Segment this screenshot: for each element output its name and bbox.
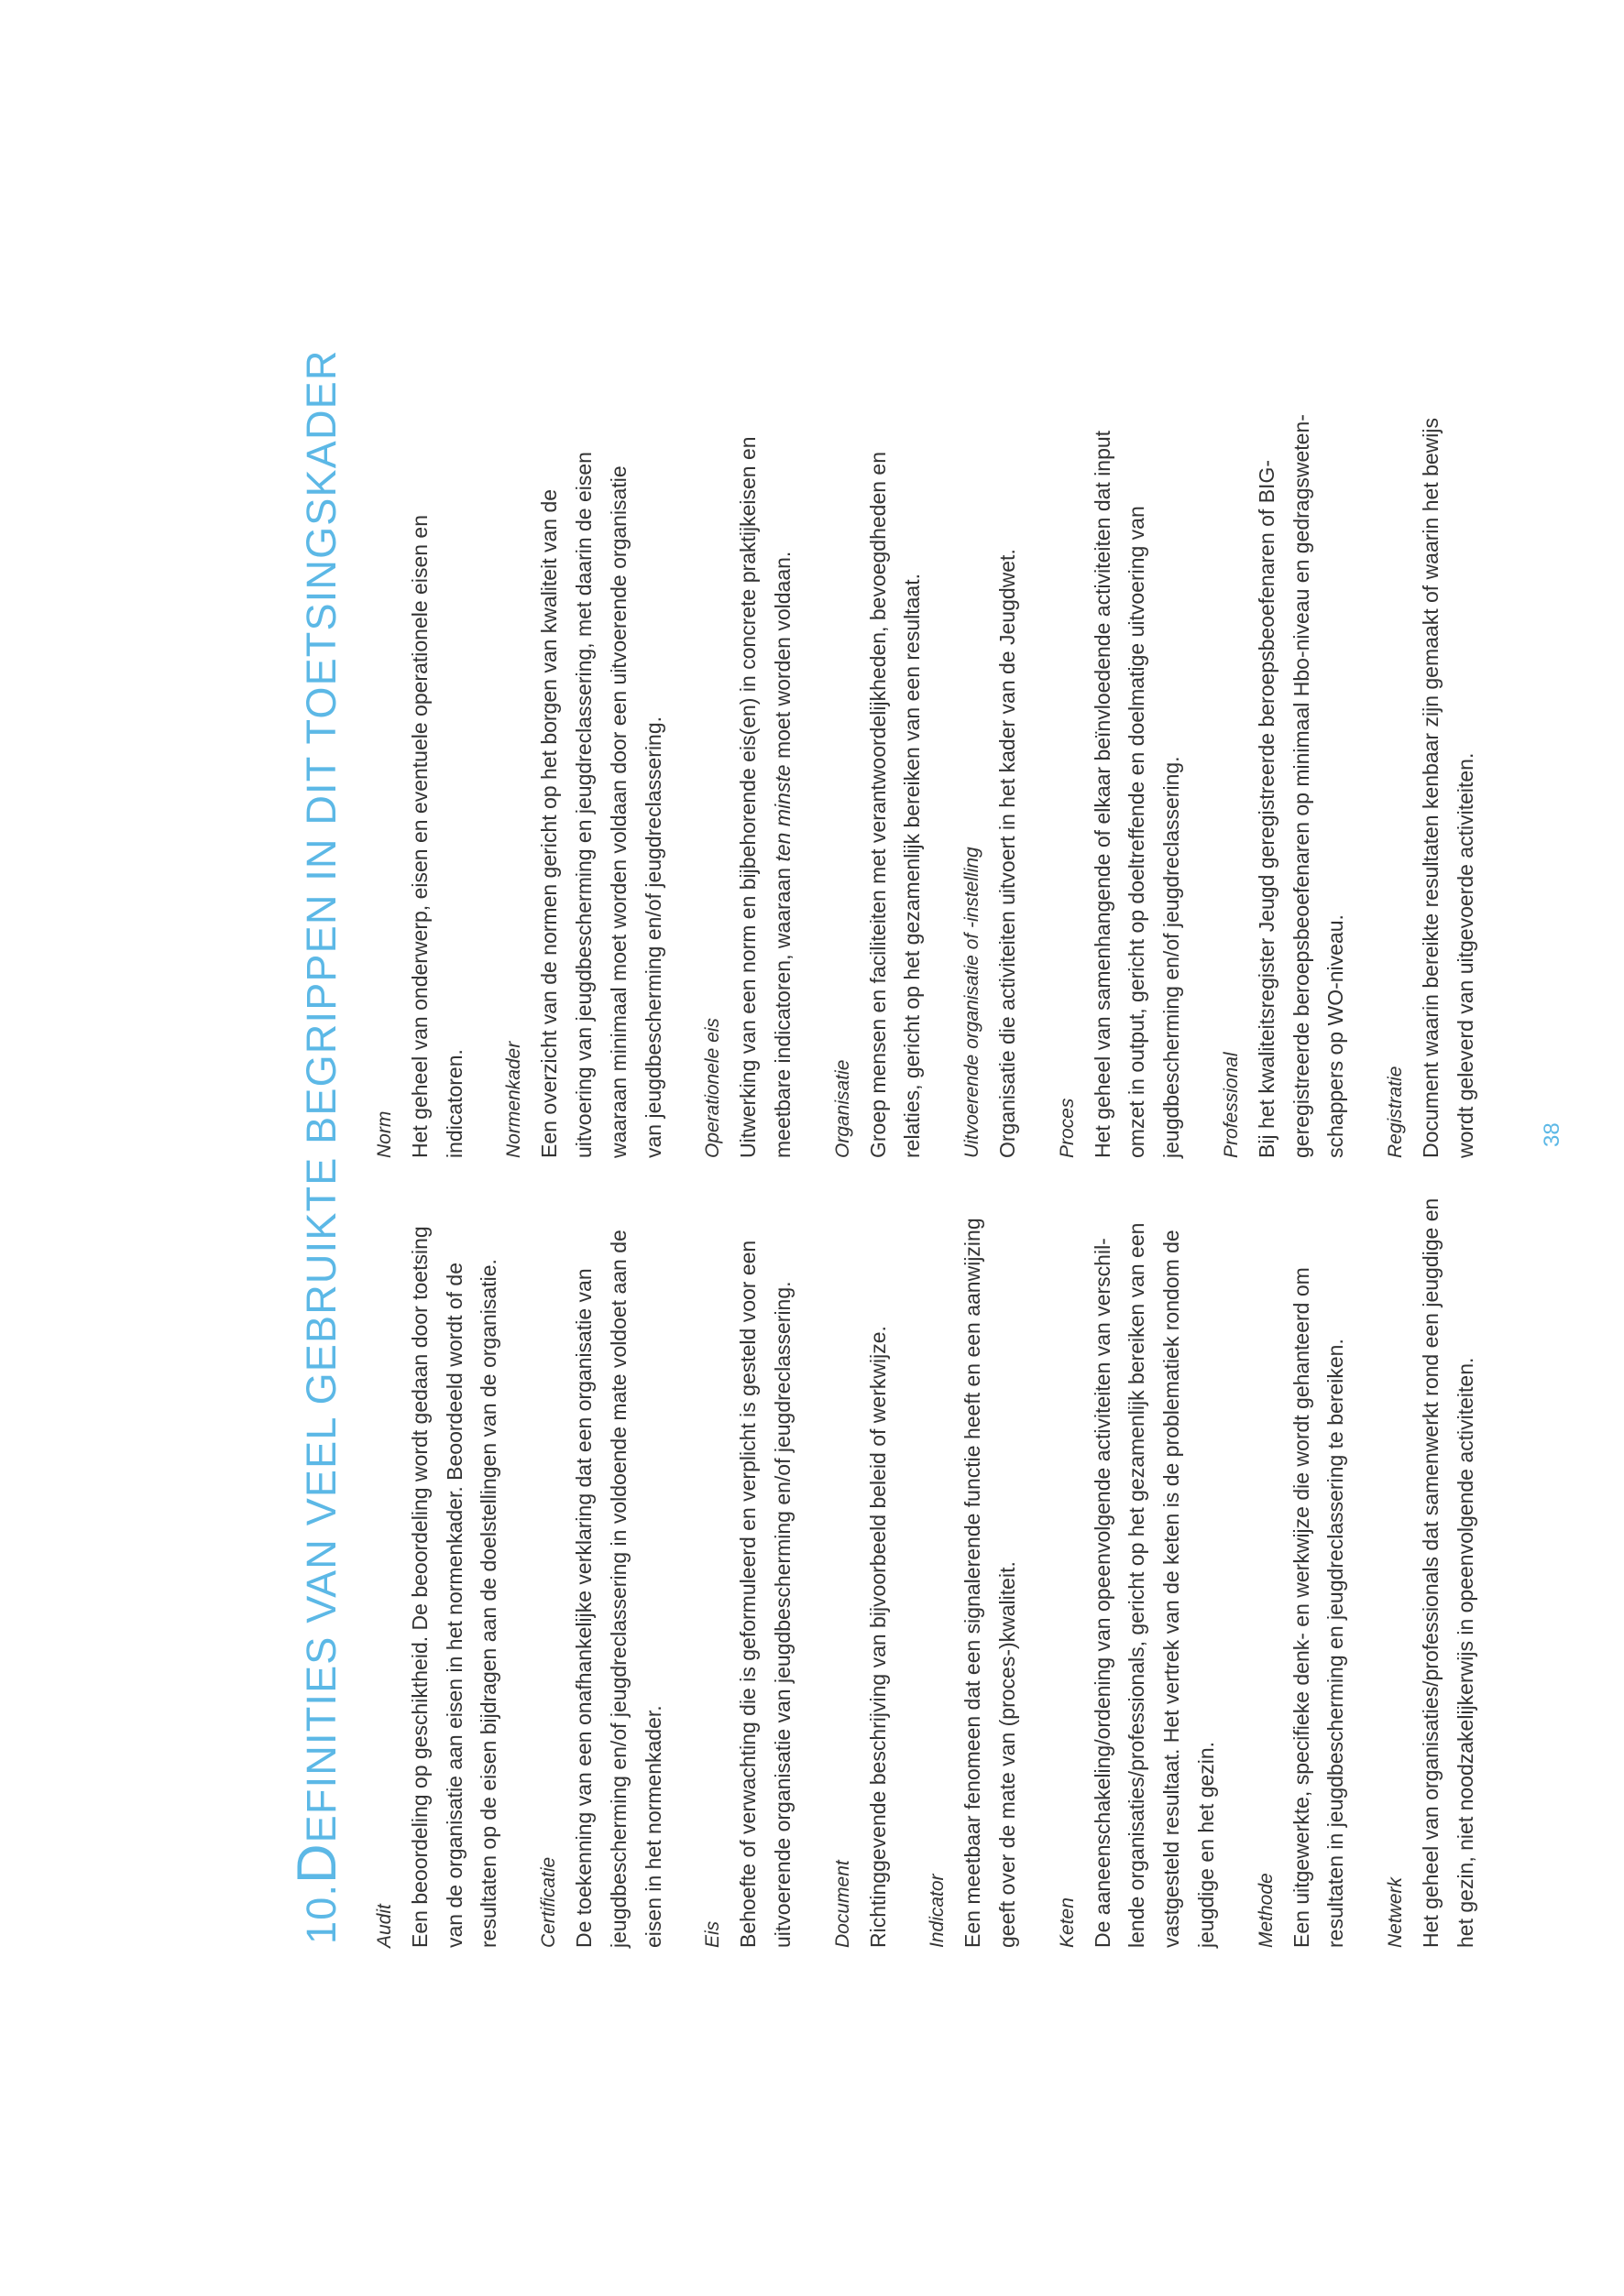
- definition-term: Document: [831, 1860, 853, 1948]
- definitions-column-left: [367, 1142, 1507, 1948]
- definition-entry: [1213, 352, 1354, 1158]
- definition-line: Het geheel van organisaties/professionals dat samenwerkt rond een jeugdige en: [1418, 1197, 1443, 1948]
- page-title: [286, 349, 349, 1944]
- definition-entry: [695, 1142, 800, 1948]
- text-segment: moet worden voldaan.: [770, 551, 795, 765]
- definition-term: Audit: [374, 1904, 395, 1948]
- definition-line: schappers op WO-niveau.: [1323, 914, 1348, 1158]
- page-number: 38: [1540, 1122, 1564, 1147]
- definition-line: [766, 352, 801, 1158]
- definition-term: Organisatie: [831, 1059, 853, 1158]
- definition-line: Uitwerking van een norm en bijbehorende eis(en) in concrete praktijkeisen en: [736, 436, 761, 1158]
- text-segment: meetbare indicatoren, waaraan: [770, 861, 795, 1158]
- definition-term: Methode: [1255, 1873, 1277, 1948]
- definition-line: waaraan minimaal moet worden voldaan door een uitvoerende organisatie: [606, 465, 631, 1158]
- definition-line: wordt geleverd van uitgevoerde activiteiten.: [1453, 752, 1477, 1158]
- title-text: EFINITIES VAN VEEL GEBRUIKTE BEGRIPPEN IN DIT TOETSINGSKADER: [298, 349, 345, 1843]
- definition-line: uitvoering van jeugdbescherming en jeugdreclassering, met daarin de eisen: [572, 452, 597, 1158]
- definition-line: jeugdbescherming en/of jeugdreclassering.: [1159, 756, 1184, 1158]
- definition-entry: [695, 352, 800, 1158]
- definition-line: Een overzicht van de normen gericht op het borgen van kwaliteit van de: [537, 488, 562, 1158]
- definition-line: geeft over de mate van (proces-)kwaliteit.: [995, 1561, 1020, 1948]
- definition-line: Een beoordeling op geschiktheid. De beoordeling wordt gedaan door toetsing: [408, 1226, 432, 1948]
- definition-term: Uitvoerende organisatie of -instelling: [961, 847, 983, 1158]
- definition-term: Certificatie: [538, 1856, 560, 1948]
- definition-line: Groep mensen en faciliteiten met verantwoordelijkheden, bevoegdheden en: [865, 451, 890, 1158]
- definitions-column-right: [367, 352, 1507, 1158]
- definition-line: lende organisaties/professionals, gericht op het gezamenlijk bereiken van een: [1125, 1222, 1149, 1948]
- definition-entry: [1049, 352, 1190, 1158]
- definition-entry: [496, 352, 671, 1158]
- definition-entry: [1248, 1142, 1354, 1948]
- definition-term: Registratie: [1384, 1066, 1406, 1158]
- definition-line: De aaneenschakeling/ordening van opeenvolgende activiteiten van verschil-: [1090, 1238, 1114, 1948]
- definition-term: Keten: [1056, 1897, 1078, 1948]
- definition-term: Indicator: [927, 1874, 949, 1948]
- definition-line: vastgesteld resultaat. Het vertrek van de keten is de problematiek rondom de: [1159, 1230, 1184, 1948]
- definition-term: Norm: [374, 1110, 395, 1158]
- definition-entry: [1377, 1142, 1483, 1948]
- definition-entry: [1049, 1142, 1224, 1948]
- definition-line: indicatoren.: [442, 1049, 466, 1158]
- definition-entry: [825, 352, 930, 1158]
- definition-line: relaties, gericht op het gezamenlijk bereiken van een resultaat.: [900, 574, 925, 1158]
- definition-entry: [954, 352, 1026, 1158]
- definition-entry: [919, 1142, 1025, 1948]
- definition-term: Proces: [1056, 1098, 1078, 1158]
- definition-entry: [531, 1142, 671, 1948]
- definition-line: Behoefte of verwachting die is geformuleerd en verplicht is gesteld voor een: [736, 1240, 761, 1948]
- definition-line: Richtinggevende beschrijving van bijvoorbeeld beleid of werkwijze.: [865, 1326, 890, 1948]
- emphasis-text: ten minste: [770, 764, 795, 862]
- definition-term: Operationele eis: [702, 1018, 724, 1158]
- definition-line: van jeugdbescherming en/of jeugdreclassering.: [641, 716, 665, 1158]
- definition-line: jeugdige en het gezin.: [1193, 1741, 1218, 1948]
- definition-line: eisen in het normenkader.: [641, 1705, 665, 1948]
- definition-term: Netwerk: [1384, 1876, 1406, 1948]
- definition-line: Het geheel van samenhangende of elkaar beïnvloedende activiteiten dat input: [1090, 430, 1114, 1158]
- definition-line: resultaten op de eisen bijdragen aan de doelstellingen van de organisatie.: [477, 1259, 501, 1948]
- definition-line: Document waarin bereikte resultaten kenbaar zijn gemaakt of waarin het bewijs: [1418, 418, 1443, 1158]
- definition-term: Eis: [702, 1920, 724, 1948]
- definition-entry: [825, 1142, 896, 1948]
- definition-line: Een meetbaar fenomeen dat een signalerende functie heeft en een aanwijzing: [960, 1218, 985, 1948]
- definition-entry: [367, 1142, 507, 1948]
- definition-line: omzet in output, gericht op doeltreffende en doelmatige uitvoering van: [1125, 506, 1149, 1158]
- definition-line: resultaten in jeugdbescherming en jeugdreclassering te bereiken.: [1323, 1339, 1348, 1948]
- definition-line: Organisatie die activiteiten uitvoert in het kader van de Jeugdwet.: [995, 549, 1020, 1158]
- definition-line: geregistreerde beroepsbeoefenaren op minimaal Hbo-niveau en gedragsweten-: [1289, 414, 1313, 1158]
- definition-line: Het geheel van onderwerp, eisen en eventuele operationele eisen en: [408, 514, 432, 1158]
- definition-line: uitvoerende organisatie van jeugdbescherming en/of jeugdreclassering.: [770, 1281, 795, 1948]
- definition-term: Normenkader: [503, 1041, 525, 1158]
- definition-line: Bij het kwaliteitsregister Jeugd geregistreerde beroepsbeoefenaren of BIG-: [1254, 460, 1278, 1158]
- definition-line: het gezin, niet noodzakelijkerwijs in opeenvolgende activiteiten.: [1453, 1357, 1477, 1948]
- title-initial: D: [286, 1842, 347, 1884]
- definition-line: jeugdbescherming en/of jeugdreclassering in voldoende mate voldoet aan de: [606, 1230, 631, 1948]
- definition-line: De toekenning van een onafhankelijke verklaring dat een organisatie van: [572, 1268, 597, 1948]
- definition-line: van de organisatie aan eisen in het normenkader. Beoordeeld wordt of de: [442, 1262, 466, 1948]
- chapter-number: 10.: [298, 1883, 345, 1944]
- definition-term: Professional: [1220, 1052, 1242, 1158]
- definition-entry: [1377, 352, 1483, 1158]
- definition-entry: [367, 352, 472, 1158]
- definition-line: Een uitgewerkte, specifieke denk- en werkwijze die wordt gehanteerd om: [1289, 1267, 1313, 1948]
